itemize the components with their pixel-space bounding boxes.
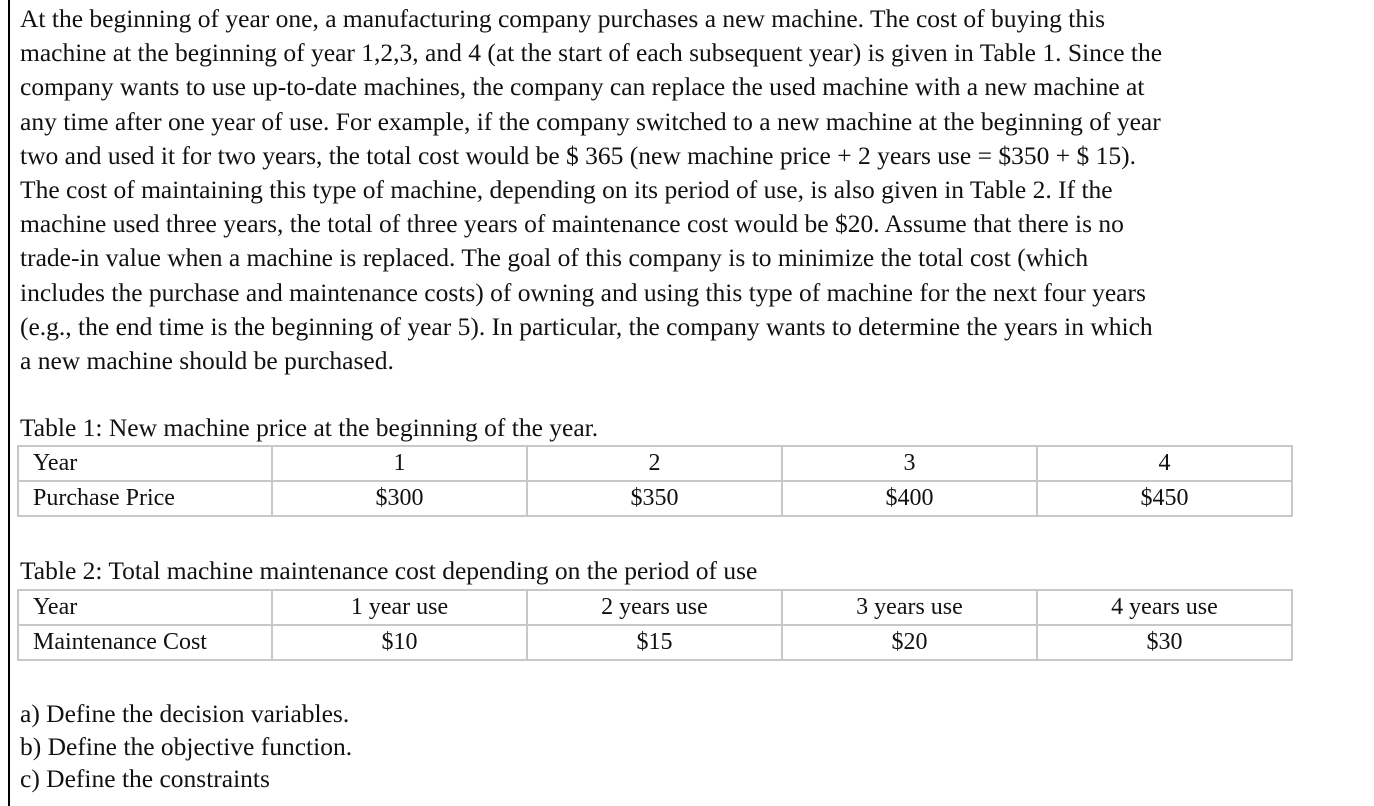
purchase-price-table: [17, 445, 1293, 517]
problem-line: The cost of maintaining this type of machine, depending on its period of use, is also given in Table 2. If the: [20, 175, 1113, 205]
table-cell: 2: [527, 446, 782, 481]
table-cell: 1: [272, 446, 527, 481]
document-page: [8, 0, 1374, 806]
table-1-caption: Table 1: New machine price at the beginning of the year.: [20, 413, 599, 442]
table-cell: 3 years use: [782, 590, 1037, 625]
table-cell: $300: [272, 481, 527, 516]
table-row-header: Year: [18, 446, 272, 481]
question-list: [20, 698, 352, 796]
table-cell: $450: [1037, 481, 1292, 516]
table-row: [18, 446, 1292, 481]
table-cell: $30: [1037, 625, 1292, 660]
question-item: c) Define the constraints: [20, 764, 270, 793]
problem-line: machine used three years, the total of three years of maintenance cost would be $20. Assume that there is no: [20, 209, 1124, 239]
table-cell: $20: [782, 625, 1037, 660]
problem-line: two and used it for two years, the total cost would be $ 365 (new machine price + 2 years use = $350 + $ 15).: [20, 140, 1136, 170]
problem-line: (e.g., the end time is the beginning of year 5). In particular, the company wants to determine the years in which: [20, 311, 1153, 341]
problem-statement: [20, 2, 1310, 378]
problem-line: trade-in value when a machine is replaced. The goal of this company is to minimize the total cost (which: [20, 243, 1089, 273]
maintenance-cost-table: [17, 589, 1293, 661]
table-row: [18, 590, 1292, 625]
table-2-caption: Table 2: Total machine maintenance cost depending on the period of use: [20, 556, 758, 585]
problem-line: At the beginning of year one, a manufacturing company purchases a new machine. The cost of buying this: [20, 4, 1106, 33]
table-cell: 1 year use: [272, 590, 527, 625]
table-row: [18, 625, 1292, 660]
problem-line: machine at the beginning of year 1,2,3, and 4 (at the start of each subsequent year) is given in Table 1. Since the: [20, 38, 1163, 68]
question-item: b) Define the objective function.: [20, 731, 353, 761]
table-cell: 2 years use: [527, 590, 782, 625]
problem-line: a new machine should be purchased.: [20, 346, 394, 376]
problem-line: company wants to use up-to-date machines, the company can replace the used machine with a new machine at: [20, 72, 1145, 102]
table-cell: 4 years use: [1037, 590, 1292, 625]
table-cell: $10: [272, 625, 527, 660]
table-cell: $350: [527, 481, 782, 516]
table-cell: $15: [527, 625, 782, 660]
question-item: a) Define the decision variables.: [20, 699, 350, 728]
table-row-header: Purchase Price: [18, 481, 272, 516]
table-row-header: Year: [18, 590, 272, 625]
table-row: [18, 481, 1292, 516]
table-cell: 3: [782, 446, 1037, 481]
problem-line: includes the purchase and maintenance costs) of owning and using this type of machine for the next four years: [20, 277, 1146, 307]
problem-line: any time after one year of use. For example, if the company switched to a new machine at the beginning of year: [20, 106, 1161, 136]
table-cell: 4: [1037, 446, 1292, 481]
table-row-header: Maintenance Cost: [18, 625, 272, 660]
table-cell: $400: [782, 481, 1037, 516]
